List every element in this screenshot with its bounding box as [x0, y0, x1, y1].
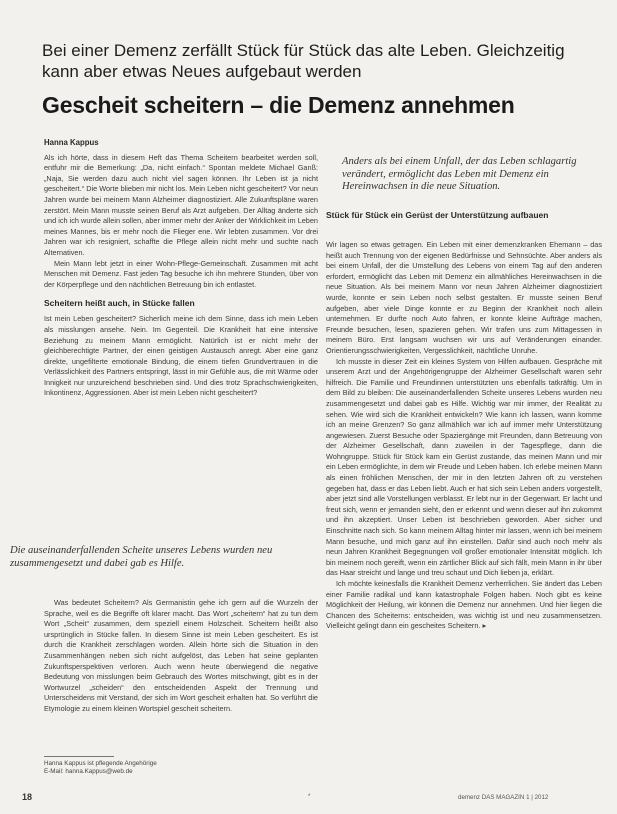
- right-paragraph-2: Ich musste in dieser Zeit ein kleines System von Hilfen aufbauen. Gespräche mit unserem Arzt und der Angehörigengruppe der Alzheimer Gesellschaft waren sehr hilfreich. Die Familie und Freundinnen unterstützten uns ebenfalls tatkräftig. Um in dem Bild zu bleiben: Die auseinanderfallenden Scheite unseres Lebens wurden neu zusammengesetzt und dabei gab es Hilfe. Wichtig war mir immer, der Realität zu sehen. Wie wird sich die Krankheit entwickeln? Wie kann ich lassen, wann komme ich an meine Grenzen? So ganz allmählich war ich auf immer mehr Unterstützung angewiesen. Zuerst Besuche oder Spaziergänge mit Freunden, dann Betreuung von der Alzheimer Gesellschaft, dann zuweilen in der Tagespflege, dann die Wohngruppe. Stück für Stück kam ein Gerüst zustande, das meinen Mann und mir ein Leben ermöglichte, in dem wir Freude und Leben haben. Ich erlebe meinen Mann als einen fröhlichen Menschen, der mir in den letzten Jahren oft zu verstehen gegeben hat, dass er das Leben liebt. Auch er hat sich sein Leben anders vorgestellt, aber jetzt sind alle Vorstellungen verblasst. Er lebt nur in der Gegenwart. Er lacht und freut sich, wenn er jemanden sieht, den er erkennt und wenn dieser auf ihn zukommt und ihn akzeptiert. Unser Leben ist beschrieben geworden. Aber sicher und Einschnitte nach sich. So kann meinem Alltag hinter mir lassen, wenn ich bei meinem Mann besuche, und mich ganz auf ihn einstellen. Dafür sind auch noch mehr als neun Jahren Krankheit Begegnungen voll großer emotionaler Intensität möglich. Ich bin meinem noch gereift, wenn ein zärtlicher Blick auf sich fällt, mein Mann in ihr über das Haar streicht und lange und treu schaut und Dich lieben ja, erklärt.: [326, 356, 602, 578]
- pull-quote-right: Anders als bei einem Unfall, der das Leben schlagartig verändert, ermöglicht das Leben mit Demenz ein Hereinwachsen in die neue Situation.: [342, 156, 577, 192]
- article-kicker: Bei einer Demenz zerfällt Stück für Stück das alte Leben. Gleichzeitig kann aber etwas Neues aufgebaut werden: [42, 41, 565, 81]
- right-column: [326, 240, 602, 788]
- right-paragraph-1: Wir lagen so etwas getragen. Ein Leben mit einer demenzkranken Ehemann – das heißt auch Trennung von der eigenen Bedürfnisse und Sehnsüchte. Aber anders als bei einem Unfall, der die Umstellung des Lebens von einem Tag auf den anderen erfordert, ermöglicht das Leben mit Demenz ein allmähliches Hereinwachsen in die neue Situation. Als bei meinem Mann vor neun Jahren Alzheimer diagnostiziert wurde, konnte er sein Leben noch selbst gestalten. Er musste seinen Beruf aufgeben, aber viele Dinge konnte er zu Beginn der Krankheit noch allein unternehmen. Er durfte noch Auto fahren, er konnte kleine Aufträge machen, Freunde besuchen, lesen, spazieren gehen. Wir trafen uns zum Mittagessen in meinem Büro. Erst langsam wuchsen wir uns auf Veränderungen einander. Orientierungsschwierigkeiten, Vergesslichkeit, nächtliche Unruhe.: [326, 240, 602, 355]
- author-name: Hanna Kappus: [44, 138, 99, 147]
- author-footnote: [44, 760, 244, 777]
- left-column: [44, 138, 318, 540]
- page-number: 18: [22, 792, 33, 802]
- left-paragraph-1: Als ich hörte, dass in diesem Heft das Thema Scheitern bearbeitet werden soll, entfuhr mir die Bemerkung: „Da, nicht einfach.“ Spontan meldete Michael Ganß: „Naja, Sie werden dazu auch nicht viel sagen können. Ihr Leben ist ja nicht gescheitert.“ Die Worte blieben mir nicht los. Mein Leben nicht gescheitert? Vor neun Jahren wurde bei meinem Mann Alzheimer diagnostiziert. Alle Zukunftspläne waren zerstört. Mein Mann musste seinen Beruf als Arzt aufgeben. Der Alltag änderte sich und ich ich wurde allein sollen, aber immer mehr der Anker der Wirklichkeit im Leben meines Mannes, bis er mehr noch die Flieger ene. Wir lebten zusammen. Vor drei Jahren war ich resigniert, schaffte die Pflege allein nicht mehr und suchte nach Alternativen.: [44, 152, 318, 257]
- footnote-email: E-Mail: hanna.Kappus@web.de: [44, 768, 133, 776]
- pull-quote-left: Die auseinanderfallenden Scheite unseres Lebens wurden neu zusammengesetzt und dabei gab es Hilfe.: [10, 545, 273, 569]
- article-headline: Gescheit scheitern – die Demenz annehmen: [42, 92, 515, 118]
- footnote-rule: [44, 756, 114, 757]
- center-mark: *: [308, 794, 311, 800]
- right-paragraph-3: Ich möchte keinesfalls die Krankheit Demenz verherrlichen. Sie ändert das Leben einer Familie radikal und kann katastrophale Folgen haben. Noch gibt es keine Möglichkeit der Heilung, wir können die Demenz nur annehmen. Und hier liegen die Chancen des Scheiterns: entscheiden, was wichtig ist und neu zusammensetzen. Vielleicht gelingt dann ein gescheites Scheitern. ▸: [326, 579, 602, 631]
- footnote-line-1: Hanna Kappus ist pflegende Angehörige: [44, 760, 157, 767]
- section-subhead-1: Scheitern heißt auch, in Stücke fallen: [44, 298, 195, 309]
- journal-footer: demenz DAS MAGAZIN 1 | 2012: [458, 794, 549, 801]
- left-column-lower: [44, 598, 318, 748]
- left-lower-paragraph: Was bedeutet Scheitern? Als Germanistin gehe ich gern auf die Wurzeln der Sprache, weil es die Begriffe oft klarer macht. Das Wort „scheitern“ hat zu tun dem Wort „Scheit“ zusammen, dem speziell einem Holzscheit. Scheitern heißt also ursprünglich in Stücke fallen. In diesem Sinne ist mein Leben gescheitert. Es ist durch die Krankheit zerschlagen worden. Allein hörte sich die Situation in den Zusammenhängen neben sich nicht aufgelöst, das Leben hat seine geplanten Zukunftsperspektiven verloren. Auch wenn heute überwiegend die negative Bedeutung von misslungen beim Gebrauch des Wortes mitschwingt, gibt es in der Wortwurzel „scheiden“ den entscheidenden Aspekt der Trennung und Unterscheidens mit Verstand, der sich im Wort gescheit erhalten hat. So verführt die Etymologie zu einem kleinen Wortspiel gescheit scheitern.: [44, 598, 318, 713]
- left-paragraph-3: Ist mein Leben gescheitert? Sicherlich meine ich dem Sinne, dass ich mein Leben als misslungen ansehe. Nein. Im Gegenteil. Die Krankheit hat eine intensive Beziehung zu meinem Mann ermöglicht. Natürlich ist er nicht mehr der gleichberechtigte Partner, der einen geistigen Austausch anregt. Aber eine ganz direkte, ungefilterte emotionale Bindung, die einem tiefen Grundvertrauen in die Verlässlichkeit des Partners entspringt, lässt in mir Gefühle aus, die mit Wärme oder Innigkeit nur unzureichend beschrieben sind. Und dies trotz Sprachschwierigkeiten, Inkontinenz, Aggressionen. Aber ist mein Leben nicht gescheitert?: [44, 314, 318, 398]
- left-paragraph-2: Mein Mann lebt jetzt in einer Wohn-Pflege-Gemeinschaft. Zusammen mit acht Menschen mit Demenz. Fast jeden Tag besuche ich ihn mehrere Stunden, über von der Körperpflege und den nächtlichen Betreuung bin ich entlastet.: [44, 258, 318, 289]
- section-subhead-2: Stück für Stück ein Gerüst der Unterstützung aufbauen: [326, 210, 549, 220]
